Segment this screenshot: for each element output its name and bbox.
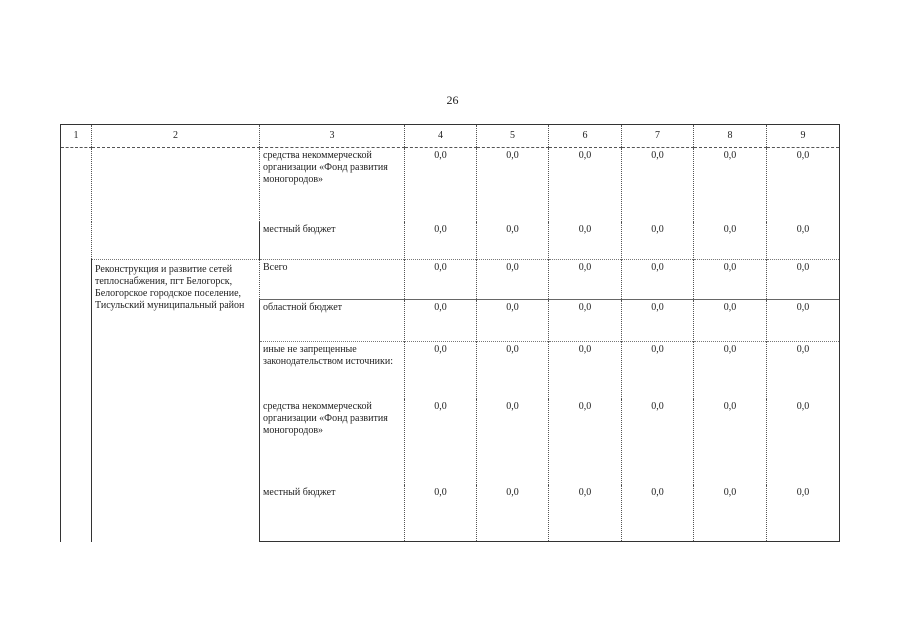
budget-table — [60, 124, 840, 542]
value-cell: 0,0 — [694, 222, 767, 260]
column-header: 8 — [694, 125, 767, 148]
value-cell: 0,0 — [405, 260, 477, 300]
value-cell: 0,0 — [694, 342, 767, 399]
value-cell: 0,0 — [549, 342, 622, 399]
funding-source-cell: иные не запрещенные законодательством источники: — [260, 342, 405, 399]
value-cell: 0,0 — [694, 300, 767, 342]
value-cell: 0,0 — [549, 148, 622, 222]
value-cell: 0,0 — [622, 342, 694, 399]
value-cell: 0,0 — [477, 222, 549, 260]
value-cell: 0,0 — [549, 222, 622, 260]
value-cell: 0,0 — [767, 260, 840, 300]
column-header: 5 — [477, 125, 549, 148]
value-cell: 0,0 — [549, 485, 622, 542]
value-cell: 0,0 — [767, 399, 840, 485]
funding-source-cell: Всего — [260, 260, 405, 300]
value-cell: 0,0 — [549, 300, 622, 342]
value-cell: 0,0 — [477, 300, 549, 342]
value-cell: 0,0 — [767, 222, 840, 260]
value-cell: 0,0 — [405, 300, 477, 342]
value-cell: 0,0 — [622, 260, 694, 300]
table-row — [61, 260, 840, 300]
value-cell: 0,0 — [477, 399, 549, 485]
funding-source-cell: средства некоммерческой организации «Фонд развития моногородов» — [260, 399, 405, 485]
column-header: 7 — [622, 125, 694, 148]
value-cell: 0,0 — [622, 148, 694, 222]
row-number-cell — [61, 148, 92, 542]
value-cell: 0,0 — [694, 148, 767, 222]
value-cell: 0,0 — [767, 148, 840, 222]
value-cell: 0,0 — [477, 148, 549, 222]
value-cell: 0,0 — [405, 222, 477, 260]
value-cell: 0,0 — [622, 222, 694, 260]
value-cell: 0,0 — [767, 485, 840, 542]
project-name-cell-empty — [92, 148, 260, 260]
value-cell: 0,0 — [405, 399, 477, 485]
value-cell: 0,0 — [477, 260, 549, 300]
value-cell: 0,0 — [767, 342, 840, 399]
value-cell: 0,0 — [477, 342, 549, 399]
value-cell: 0,0 — [405, 485, 477, 542]
value-cell: 0,0 — [405, 342, 477, 399]
column-header: 2 — [92, 125, 260, 148]
column-header: 3 — [260, 125, 405, 148]
funding-source-cell: областной бюджет — [260, 300, 405, 342]
value-cell: 0,0 — [549, 399, 622, 485]
value-cell: 0,0 — [405, 148, 477, 222]
column-header: 6 — [549, 125, 622, 148]
column-header: 9 — [767, 125, 840, 148]
page-number: 26 — [446, 93, 459, 107]
column-header: 4 — [405, 125, 477, 148]
table-header-row — [61, 125, 840, 148]
value-cell: 0,0 — [694, 260, 767, 300]
table-row — [61, 148, 840, 222]
column-header: 1 — [61, 125, 92, 148]
value-cell: 0,0 — [694, 485, 767, 542]
funding-source-cell: местный бюджет — [260, 222, 405, 260]
funding-source-cell: местный бюджет — [260, 485, 405, 542]
value-cell: 0,0 — [767, 300, 840, 342]
value-cell: 0,0 — [694, 399, 767, 485]
value-cell: 0,0 — [549, 260, 622, 300]
value-cell: 0,0 — [622, 399, 694, 485]
value-cell: 0,0 — [477, 485, 549, 542]
value-cell: 0,0 — [622, 485, 694, 542]
value-cell: 0,0 — [622, 300, 694, 342]
funding-source-cell: средства некоммерческой организации «Фонд развития моногородов» — [260, 148, 405, 222]
project-name-cell: Реконструкция и развитие сетей теплоснабжения, пгт Белогорск, Белогорское городское поселение, Тисульский муниципальный район — [92, 260, 260, 542]
